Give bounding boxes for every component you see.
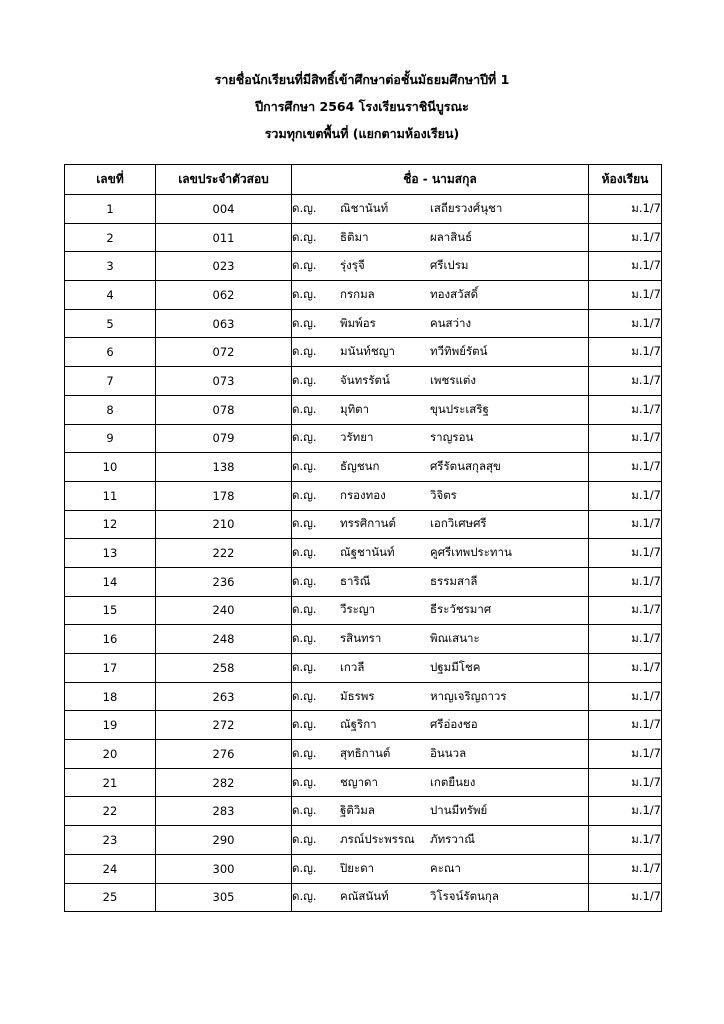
table-row — [65, 740, 662, 769]
header-exam-id: เลขประจำตัวสอบ — [156, 165, 292, 195]
name-prefix: ด.ญ. — [292, 258, 317, 273]
first-name: ภรณ์ประพรรณ — [340, 831, 415, 846]
exam-id: 138 — [156, 453, 292, 482]
exam-id: 276 — [156, 740, 292, 769]
classroom: ม.1/7 — [589, 195, 662, 224]
table-row — [65, 797, 662, 826]
row-number: 17 — [65, 654, 156, 683]
exam-id: 178 — [156, 481, 292, 510]
name-prefix: ด.ญ. — [292, 717, 317, 732]
exam-id: 062 — [156, 281, 292, 310]
student-name — [292, 510, 589, 539]
name-prefix: ด.ญ. — [292, 573, 317, 588]
exam-id: 011 — [156, 223, 292, 252]
row-number: 12 — [65, 510, 156, 539]
table-row — [65, 195, 662, 224]
name-prefix: ด.ญ. — [292, 516, 317, 531]
student-name — [292, 481, 589, 510]
last-name: เกตยืนยง — [430, 774, 476, 789]
table-row — [65, 453, 662, 482]
last-name: คูศรีเทพประทาน — [430, 545, 512, 560]
first-name: กรองทอง — [340, 487, 386, 502]
exam-id: 236 — [156, 567, 292, 596]
header-name: ชื่อ - นามสกุล — [292, 165, 589, 195]
row-number: 14 — [65, 567, 156, 596]
table-row — [65, 252, 662, 281]
classroom: ม.1/7 — [589, 281, 662, 310]
last-name: ศรีรัตนสกุลสุข — [430, 459, 501, 474]
row-number: 4 — [65, 281, 156, 310]
first-name: รสินทรา — [340, 631, 382, 646]
exam-id: 283 — [156, 797, 292, 826]
classroom: ม.1/7 — [589, 883, 662, 912]
student-name — [292, 395, 589, 424]
last-name: ปานมีทรัพย์ — [430, 803, 488, 818]
student-name — [292, 740, 589, 769]
table-row — [65, 281, 662, 310]
first-name: วรัทยา — [340, 430, 374, 445]
student-name — [292, 424, 589, 453]
classroom: ม.1/7 — [589, 625, 662, 654]
last-name: ผลาสินธ์ — [430, 229, 473, 244]
student-name — [292, 252, 589, 281]
table-row — [65, 424, 662, 453]
header-no: เลขที่ — [65, 165, 156, 195]
last-name: พิณเสนาะ — [430, 631, 480, 646]
student-name — [292, 682, 589, 711]
exam-id: 073 — [156, 367, 292, 396]
last-name: คะณา — [430, 860, 461, 875]
exam-id: 272 — [156, 711, 292, 740]
student-name — [292, 309, 589, 338]
row-number: 16 — [65, 625, 156, 654]
name-prefix: ด.ญ. — [292, 487, 317, 502]
student-name — [292, 367, 589, 396]
classroom: ม.1/7 — [589, 395, 662, 424]
exam-id: 079 — [156, 424, 292, 453]
student-name — [292, 338, 589, 367]
row-number: 2 — [65, 223, 156, 252]
student-name — [292, 625, 589, 654]
first-name: คณัสนันท์ — [340, 889, 389, 904]
table-row — [65, 567, 662, 596]
row-number: 10 — [65, 453, 156, 482]
last-name: เสถียรวงศ์นุชา — [430, 200, 503, 215]
classroom: ม.1/7 — [589, 367, 662, 396]
classroom: ม.1/7 — [589, 711, 662, 740]
last-name: เอกวิเศษศรี — [430, 516, 487, 531]
classroom: ม.1/7 — [589, 768, 662, 797]
first-name: ณัฐชานันท์ — [340, 545, 395, 560]
table-row — [65, 826, 662, 855]
row-number: 22 — [65, 797, 156, 826]
row-number: 8 — [65, 395, 156, 424]
row-number: 1 — [65, 195, 156, 224]
classroom: ม.1/7 — [589, 797, 662, 826]
name-prefix: ด.ญ. — [292, 372, 317, 387]
exam-id: 222 — [156, 539, 292, 568]
first-name: กรกมล — [340, 286, 375, 301]
last-name: อินนวล — [430, 745, 467, 760]
table-row — [65, 711, 662, 740]
last-name: ศรีอ่องชอ — [430, 717, 478, 732]
name-prefix: ด.ญ. — [292, 602, 317, 617]
exam-id: 063 — [156, 309, 292, 338]
student-name — [292, 711, 589, 740]
table-row — [65, 625, 662, 654]
row-number: 6 — [65, 338, 156, 367]
first-name: ปิยะดา — [340, 860, 375, 875]
name-prefix: ด.ญ. — [292, 860, 317, 875]
row-number: 5 — [65, 309, 156, 338]
last-name: ขุนประเสริฐ — [430, 401, 489, 416]
first-name: จันทรรัตน์ — [340, 372, 390, 387]
name-prefix: ด.ญ. — [292, 889, 317, 904]
exam-id: 004 — [156, 195, 292, 224]
student-name — [292, 797, 589, 826]
table-row — [65, 596, 662, 625]
first-name: พิมพ์อร — [340, 315, 376, 330]
row-number: 7 — [65, 367, 156, 396]
classroom: ม.1/7 — [589, 826, 662, 855]
student-name — [292, 223, 589, 252]
exam-id: 300 — [156, 854, 292, 883]
table-row — [65, 854, 662, 883]
title-line-2: ปีการศึกษา 2564 โรงเรียนราชินีบูรณะ — [255, 99, 469, 114]
name-prefix: ด.ญ. — [292, 200, 317, 215]
exam-id: 240 — [156, 596, 292, 625]
student-name — [292, 281, 589, 310]
name-prefix: ด.ญ. — [292, 229, 317, 244]
row-number: 9 — [65, 424, 156, 453]
student-name — [292, 195, 589, 224]
last-name: ทองสวัสดิ์ — [430, 286, 479, 301]
name-prefix: ด.ญ. — [292, 430, 317, 445]
name-prefix: ด.ญ. — [292, 344, 317, 359]
student-name — [292, 567, 589, 596]
first-name: วีระญา — [340, 602, 376, 617]
exam-id: 282 — [156, 768, 292, 797]
classroom: ม.1/7 — [589, 567, 662, 596]
exam-id: 290 — [156, 826, 292, 855]
exam-id: 305 — [156, 883, 292, 912]
student-roster-table — [64, 164, 662, 912]
row-number: 23 — [65, 826, 156, 855]
student-name — [292, 596, 589, 625]
first-name: ชญาดา — [340, 774, 378, 789]
exam-id: 248 — [156, 625, 292, 654]
table-row — [65, 768, 662, 797]
name-prefix: ด.ญ. — [292, 401, 317, 416]
last-name: คนสว่าง — [430, 315, 472, 330]
name-prefix: ด.ญ. — [292, 803, 317, 818]
last-name: ทวีทิพย์รัตน์ — [430, 344, 488, 359]
name-prefix: ด.ญ. — [292, 631, 317, 646]
first-name: ฐิติวิมล — [340, 803, 375, 818]
first-name: มนันท์ชญา — [340, 344, 395, 359]
row-number: 24 — [65, 854, 156, 883]
last-name: เพชรแต่ง — [430, 372, 476, 387]
classroom: ม.1/7 — [589, 252, 662, 281]
exam-id: 210 — [156, 510, 292, 539]
title-line-1: รายชื่อนักเรียนที่มีสิทธิ์เข้าศึกษาต่อชั้นมัธยมศึกษาปีที่ 1 — [214, 72, 510, 87]
first-name: ทรรศิกานต์ — [340, 516, 396, 531]
table-row — [65, 223, 662, 252]
table-row — [65, 654, 662, 683]
header-room: ห้องเรียน — [589, 165, 662, 195]
name-prefix: ด.ญ. — [292, 774, 317, 789]
name-prefix: ด.ญ. — [292, 688, 317, 703]
classroom: ม.1/7 — [589, 453, 662, 482]
last-name: ปฐมมีโชค — [430, 659, 481, 674]
classroom: ม.1/7 — [589, 539, 662, 568]
classroom: ม.1/7 — [589, 510, 662, 539]
name-prefix: ด.ญ. — [292, 659, 317, 674]
name-prefix: ด.ญ. — [292, 286, 317, 301]
last-name: ภัทรวาณี — [430, 831, 475, 846]
name-prefix: ด.ญ. — [292, 315, 317, 330]
first-name: ธิติมา — [340, 229, 369, 244]
row-number: 25 — [65, 883, 156, 912]
table-row — [65, 395, 662, 424]
last-name: ธรรมสาลี — [430, 573, 478, 588]
first-name: มุทิตา — [340, 401, 370, 416]
student-name — [292, 539, 589, 568]
table-body — [65, 195, 662, 912]
table-row — [65, 367, 662, 396]
row-number: 15 — [65, 596, 156, 625]
last-name: ธีระวัชรมาศ — [430, 602, 492, 617]
table-row — [65, 309, 662, 338]
first-name: ณัฐริกา — [340, 717, 377, 732]
first-name: สุทธิกานต์ — [340, 745, 391, 760]
table-row — [65, 539, 662, 568]
first-name: ธาริณี — [340, 573, 371, 588]
table-row — [65, 682, 662, 711]
last-name: ราญรอน — [430, 430, 474, 445]
row-number: 20 — [65, 740, 156, 769]
student-name — [292, 654, 589, 683]
exam-id: 263 — [156, 682, 292, 711]
exam-id: 078 — [156, 395, 292, 424]
student-name — [292, 453, 589, 482]
first-name: ณิชานันท์ — [340, 200, 389, 215]
row-number: 3 — [65, 252, 156, 281]
first-name: รุ่งรุจี — [340, 258, 365, 273]
name-prefix: ด.ญ. — [292, 545, 317, 560]
last-name: ศรีเปรม — [430, 258, 469, 273]
classroom: ม.1/7 — [589, 223, 662, 252]
first-name: เกวลี — [340, 659, 365, 674]
exam-id: 258 — [156, 654, 292, 683]
classroom: ม.1/7 — [589, 854, 662, 883]
exam-id: 072 — [156, 338, 292, 367]
classroom: ม.1/7 — [589, 481, 662, 510]
last-name: วิจิตร — [430, 487, 457, 502]
student-name — [292, 883, 589, 912]
first-name: ธัญชนก — [340, 459, 380, 474]
name-prefix: ด.ญ. — [292, 831, 317, 846]
row-number: 21 — [65, 768, 156, 797]
table-row — [65, 338, 662, 367]
table-row — [65, 510, 662, 539]
student-name — [292, 768, 589, 797]
exam-id: 023 — [156, 252, 292, 281]
classroom: ม.1/7 — [589, 424, 662, 453]
table-row — [65, 883, 662, 912]
student-name — [292, 826, 589, 855]
name-prefix: ด.ญ. — [292, 459, 317, 474]
last-name: หาญเจริญถาวร — [430, 688, 507, 703]
title-line-3: รวมทุกเขตพื้นที่ (แยกตามห้องเรียน) — [264, 126, 460, 141]
classroom: ม.1/7 — [589, 309, 662, 338]
first-name: มัธรพร — [340, 688, 375, 703]
last-name: วิโรจน์รัตนกุล — [430, 889, 499, 904]
row-number: 13 — [65, 539, 156, 568]
table-header-row — [65, 165, 662, 195]
classroom: ม.1/7 — [589, 682, 662, 711]
row-number: 18 — [65, 682, 156, 711]
classroom: ม.1/7 — [589, 596, 662, 625]
row-number: 11 — [65, 481, 156, 510]
student-name — [292, 854, 589, 883]
classroom: ม.1/7 — [589, 338, 662, 367]
document-title — [0, 66, 724, 147]
name-prefix: ด.ญ. — [292, 745, 317, 760]
table-row — [65, 481, 662, 510]
row-number: 19 — [65, 711, 156, 740]
classroom: ม.1/7 — [589, 654, 662, 683]
classroom: ม.1/7 — [589, 740, 662, 769]
